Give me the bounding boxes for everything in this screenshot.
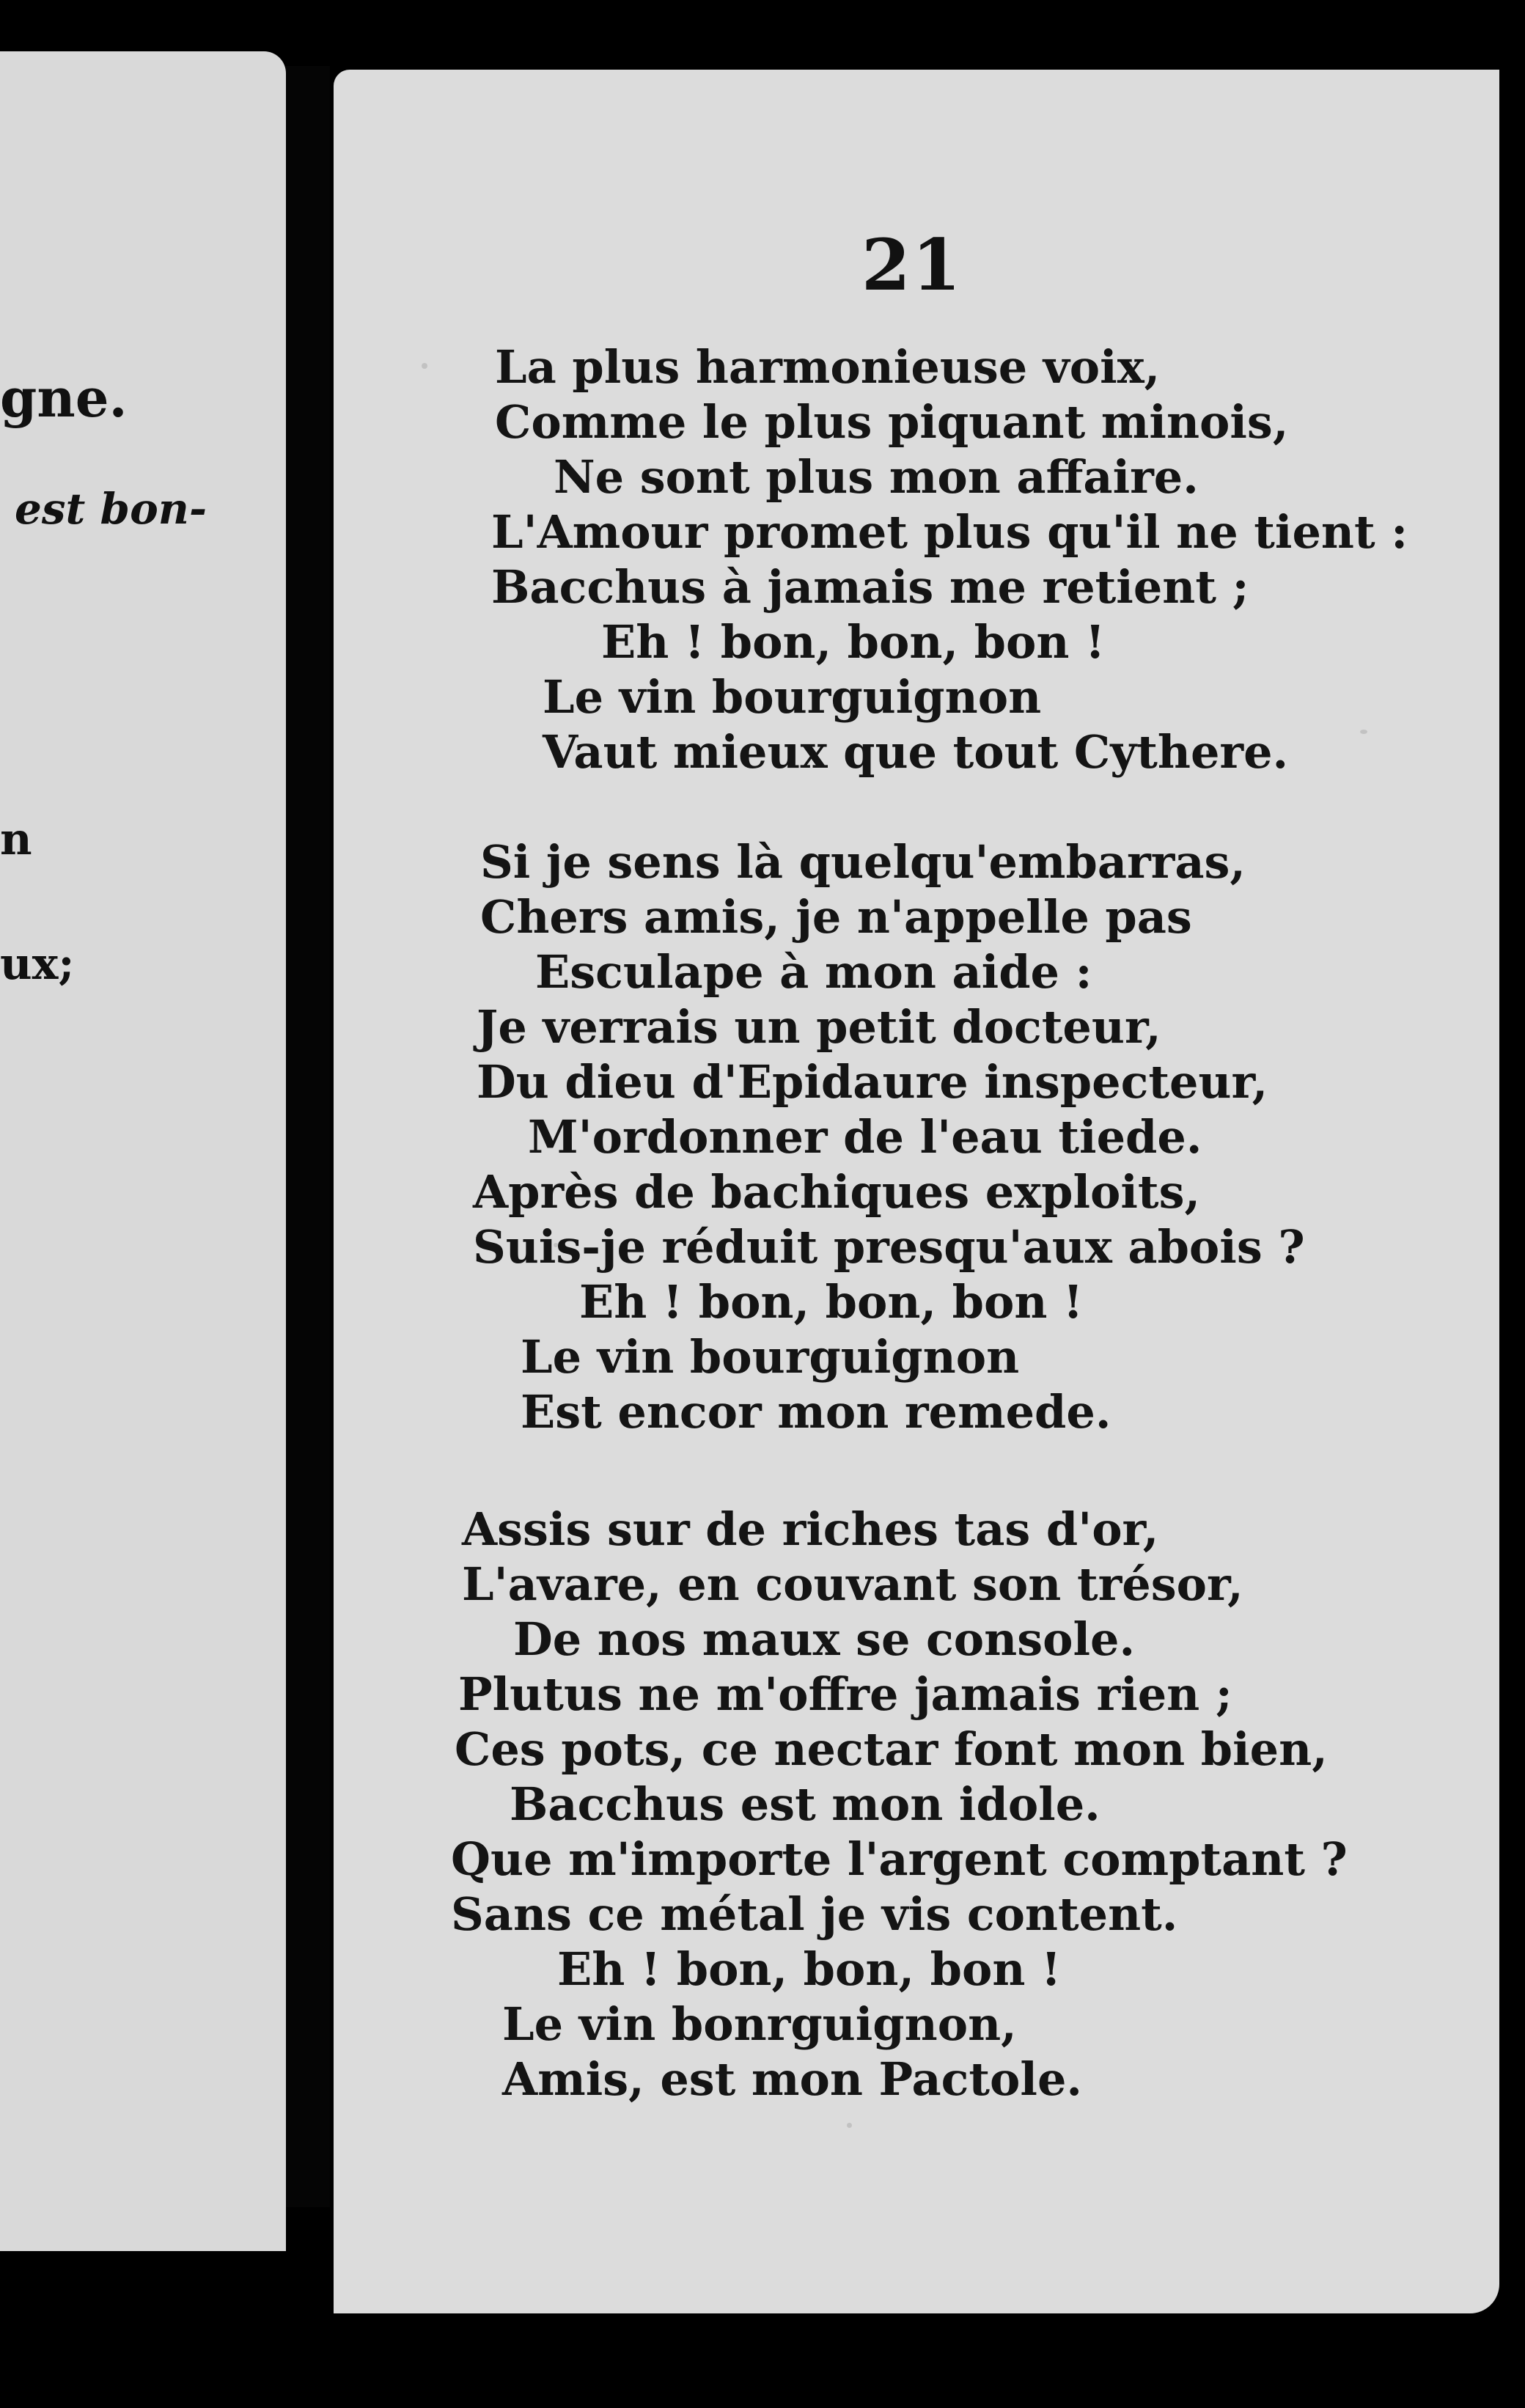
verse-line: Je verrais un petit docteur, xyxy=(477,1000,1161,1054)
verse-line: Après de bachiques exploits, xyxy=(473,1165,1201,1219)
verse-line: Vaut mieux que tout Cythere. xyxy=(543,725,1289,779)
left-fragment-text: ux; xyxy=(0,939,75,990)
book-page xyxy=(334,70,1499,2313)
verse-line: Du dieu d'Epidaure inspecteur, xyxy=(477,1055,1268,1109)
verse-line: Le vin bonrguignon, xyxy=(502,1997,1017,2051)
verse-line: Comme le plus piquant minois, xyxy=(495,395,1289,449)
verse-line: Suis-je réduit presqu'aux abois ? xyxy=(473,1220,1305,1274)
verse-line: Bacchus à jamais me retient ; xyxy=(491,560,1249,614)
verse-line: Ces pots, ce nectar font mon bien, xyxy=(455,1722,1328,1776)
verse-line: Que m'importe l'argent comptant ? xyxy=(451,1832,1348,1886)
verse-line: Assis sur de riches tas d'or, xyxy=(462,1502,1159,1556)
verse-line: L'avare, en couvant son trésor, xyxy=(462,1557,1243,1611)
left-fragment-text: est bon- xyxy=(15,484,207,534)
verse-line: Est encor mon remede. xyxy=(521,1385,1111,1439)
verse-line: Le vin bourguignon xyxy=(521,1330,1020,1384)
verse-line: Si je sens là quelqu'embarras, xyxy=(480,835,1246,889)
verse-line: L'Amour promet plus qu'il ne tient : xyxy=(491,505,1408,559)
left-fragment-text: gne. xyxy=(0,367,128,429)
verse-line: Ne sont plus mon affaire. xyxy=(554,450,1199,504)
verse-line: Eh ! bon, bon, bon ! xyxy=(579,1275,1084,1329)
verse-line: La plus harmonieuse voix, xyxy=(495,340,1161,394)
verse-line: Le vin bourguignon xyxy=(543,670,1042,724)
verse-line: Eh ! bon, bon, bon ! xyxy=(557,1942,1062,1996)
book-gutter xyxy=(286,66,330,2207)
verse-line: Sans ce métal je vis content. xyxy=(451,1887,1178,1941)
verse-line: Chers amis, je n'appelle pas xyxy=(480,890,1192,944)
verse-line: Esculape à mon aide : xyxy=(535,945,1092,999)
verse-line: Plutus ne m'offre jamais rien ; xyxy=(458,1667,1232,1721)
paper-speck xyxy=(847,2123,852,2128)
paper-speck xyxy=(1360,730,1367,734)
previous-page-fragment xyxy=(0,51,286,2251)
verse-line: De nos maux se console. xyxy=(513,1612,1136,1666)
verse-line: Amis, est mon Pactole. xyxy=(502,2052,1082,2106)
page-number: 21 xyxy=(861,224,963,306)
verse-line: Eh ! bon, bon, bon ! xyxy=(601,615,1106,669)
left-fragment-text: n xyxy=(0,814,32,865)
verse-line: M'ordonner de l'eau tiede. xyxy=(528,1110,1202,1164)
paper-speck xyxy=(422,363,427,369)
verse-line: Bacchus est mon idole. xyxy=(510,1777,1100,1831)
